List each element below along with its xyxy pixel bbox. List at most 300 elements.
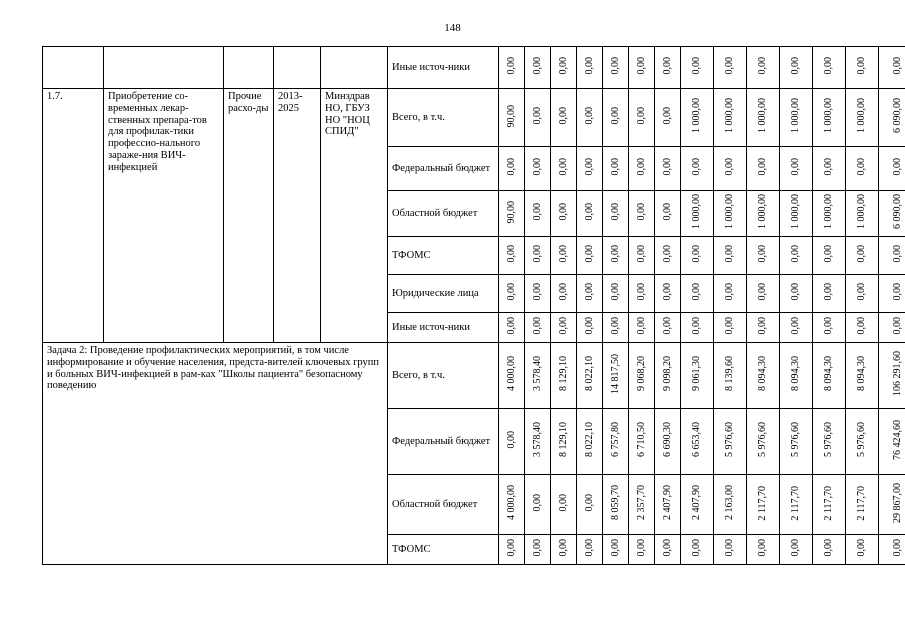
value-text: 0,00	[892, 158, 903, 176]
value-cell	[714, 89, 747, 147]
value-text: 8 129,10	[557, 422, 569, 458]
value-text: 0,00	[531, 245, 543, 263]
value-text: 2 117,70	[823, 485, 834, 521]
value-cell	[780, 343, 813, 409]
value-cell	[603, 409, 629, 475]
value-text: 9 061,30	[691, 356, 702, 392]
value-cell	[629, 191, 655, 237]
value-text: 1 000,00	[790, 98, 801, 134]
value-text: 0,00	[757, 57, 768, 75]
value-text: 0,00	[583, 203, 595, 221]
value-text: 90,00	[505, 200, 517, 224]
value-text: 0,00	[583, 317, 595, 335]
empty-cell	[274, 47, 321, 89]
item-name: Приобретение со-временных лекар-ственных препара-тов для профилак-тики профессио-нального зараже-ния ВИЧ-инфекцией	[104, 89, 224, 343]
value-cell	[681, 343, 714, 409]
value-text: 0,00	[823, 158, 834, 176]
value-cell	[747, 275, 780, 313]
value-cell	[525, 535, 551, 565]
value-text: 0,00	[531, 494, 543, 512]
value-text: 0,00	[892, 245, 903, 263]
source-label-federal: Федеральный бюджет	[388, 409, 499, 475]
value-text: 0,00	[505, 317, 517, 335]
value-cell	[747, 47, 780, 89]
value-text: 1 000,00	[823, 194, 834, 230]
value-text: 8 022,10	[583, 356, 595, 392]
source-label-total: Всего, в т.ч.	[388, 343, 499, 409]
value-cell	[551, 535, 577, 565]
value-text: 0,00	[892, 57, 903, 75]
value-text: 0,00	[691, 245, 702, 263]
value-text: 14 817,50	[609, 353, 621, 394]
value-cell	[655, 313, 681, 343]
value-text: 0,00	[557, 539, 569, 557]
value-text: 8 094,30	[823, 356, 834, 392]
value-cell	[603, 475, 629, 535]
value-text: 0,00	[505, 158, 517, 176]
value-text: 0,00	[790, 245, 801, 263]
value-text: 0,00	[724, 158, 735, 176]
executor: Минздрав НО, ГБУЗ НО "НОЦ СПИД"	[321, 89, 388, 343]
value-cell	[577, 535, 603, 565]
value-cell	[879, 475, 905, 535]
value-text: 0,00	[531, 57, 543, 75]
value-text: 0,00	[635, 283, 647, 301]
value-cell	[780, 147, 813, 191]
value-text: 0,00	[531, 539, 543, 557]
value-text: 0,00	[635, 57, 647, 75]
value-cell	[603, 343, 629, 409]
value-text: 9 098,20	[661, 356, 673, 392]
value-cell	[499, 147, 525, 191]
value-cell	[846, 475, 879, 535]
value-text: 0,00	[724, 317, 735, 335]
source-label-other: Иные источ-ники	[388, 47, 499, 89]
value-cell	[879, 275, 905, 313]
value-cell	[525, 343, 551, 409]
value-cell	[525, 475, 551, 535]
page-number: 148	[444, 22, 461, 34]
value-text: 0,00	[856, 317, 867, 335]
value-text: 0,00	[823, 283, 834, 301]
value-text: 8 094,30	[790, 356, 801, 392]
value-text: 0,00	[557, 283, 569, 301]
value-text: 0,00	[691, 283, 702, 301]
value-text: 0,00	[635, 107, 647, 125]
value-cell	[780, 237, 813, 275]
value-text: 0,00	[661, 283, 673, 301]
value-cell	[846, 535, 879, 565]
value-text: 0,00	[557, 203, 569, 221]
value-cell	[681, 89, 714, 147]
value-cell	[525, 237, 551, 275]
value-cell	[603, 313, 629, 343]
value-text: 8 129,10	[557, 356, 569, 392]
source-label-tfoms: ТФОМС	[388, 535, 499, 565]
value-cell	[879, 147, 905, 191]
value-cell	[499, 313, 525, 343]
value-text: 0,00	[856, 283, 867, 301]
value-text: 0,00	[531, 158, 543, 176]
value-cell	[747, 147, 780, 191]
value-cell	[846, 237, 879, 275]
value-text: 0,00	[505, 245, 517, 263]
value-cell	[714, 191, 747, 237]
value-cell	[846, 47, 879, 89]
value-text: 0,00	[635, 158, 647, 176]
value-cell	[747, 343, 780, 409]
value-cell	[714, 237, 747, 275]
value-cell	[499, 89, 525, 147]
value-text: 0,00	[757, 158, 768, 176]
value-cell	[780, 535, 813, 565]
value-cell	[551, 191, 577, 237]
value-cell	[603, 147, 629, 191]
value-cell	[551, 89, 577, 147]
value-text: 2 117,70	[757, 485, 768, 521]
value-cell	[714, 475, 747, 535]
value-cell	[603, 275, 629, 313]
empty-cell	[321, 47, 388, 89]
value-cell	[780, 409, 813, 475]
value-cell	[551, 237, 577, 275]
value-cell	[813, 275, 846, 313]
value-text: 0,00	[757, 539, 768, 557]
value-cell	[499, 47, 525, 89]
value-text: 0,00	[609, 203, 621, 221]
value-text: 1 000,00	[757, 194, 768, 230]
value-cell	[551, 343, 577, 409]
value-text: 0,00	[557, 245, 569, 263]
value-cell	[655, 475, 681, 535]
value-cell	[681, 475, 714, 535]
value-cell	[747, 409, 780, 475]
value-text: 2 357,70	[635, 485, 647, 521]
value-cell	[813, 475, 846, 535]
value-text: 0,00	[661, 203, 673, 221]
source-label-other: Иные источ-ники	[388, 313, 499, 343]
value-text: 5 976,60	[790, 422, 801, 458]
period: 2013-2025	[274, 89, 321, 343]
value-text: 2 117,70	[790, 485, 801, 521]
value-cell	[629, 47, 655, 89]
value-text: 0,00	[691, 539, 702, 557]
value-cell	[629, 343, 655, 409]
value-cell	[714, 409, 747, 475]
value-cell	[681, 147, 714, 191]
value-cell	[714, 147, 747, 191]
value-cell	[499, 409, 525, 475]
value-text: 2 117,70	[856, 485, 867, 521]
task-title: Задача 2: Проведение профилактических мероприятий, в том числе информирование и обучение населения, предста-вителей ключевых групп и больных ВИЧ-инфекцией в рам-ках "Школы пациента" безопасному поведению	[43, 343, 388, 565]
value-text: 0,00	[531, 317, 543, 335]
value-cell	[577, 475, 603, 535]
value-text: 0,00	[691, 158, 702, 176]
value-cell	[499, 191, 525, 237]
empty-cell	[224, 47, 274, 89]
value-text: 1 000,00	[856, 194, 867, 230]
value-text: 1 000,00	[691, 194, 702, 230]
value-cell	[879, 343, 905, 409]
value-text: 0,00	[790, 283, 801, 301]
value-cell	[780, 89, 813, 147]
value-cell	[846, 191, 879, 237]
value-text: 1 000,00	[724, 98, 735, 134]
value-cell	[813, 147, 846, 191]
value-text: 5 976,60	[856, 422, 867, 458]
value-text: 0,00	[724, 245, 735, 263]
value-cell	[681, 47, 714, 89]
value-cell	[655, 343, 681, 409]
value-text: 0,00	[583, 107, 595, 125]
value-text: 0,00	[583, 57, 595, 75]
value-cell	[629, 535, 655, 565]
value-text: 0,00	[724, 283, 735, 301]
value-text: 0,00	[661, 539, 673, 557]
value-text: 1 000,00	[757, 98, 768, 134]
value-text: 1 000,00	[856, 98, 867, 134]
value-text: 0,00	[790, 317, 801, 335]
value-cell	[747, 89, 780, 147]
value-cell	[813, 237, 846, 275]
value-text: 0,00	[823, 317, 834, 335]
value-cell	[577, 409, 603, 475]
value-cell	[655, 191, 681, 237]
value-text: 8 094,30	[757, 356, 768, 392]
value-cell	[551, 475, 577, 535]
value-cell	[655, 47, 681, 89]
value-text: 0,00	[583, 245, 595, 263]
value-cell	[499, 343, 525, 409]
value-text: 0,00	[531, 107, 543, 125]
value-cell	[747, 313, 780, 343]
value-text: 29 867,00	[892, 482, 903, 523]
value-cell	[525, 313, 551, 343]
value-cell	[714, 313, 747, 343]
value-cell	[780, 47, 813, 89]
value-cell	[603, 237, 629, 275]
value-cell	[879, 89, 905, 147]
value-cell	[879, 47, 905, 89]
value-text: 8 139,60	[724, 356, 735, 392]
value-text: 2 407,90	[691, 485, 702, 521]
value-cell	[577, 313, 603, 343]
value-cell	[655, 147, 681, 191]
empty-cell	[104, 47, 224, 89]
value-cell	[499, 535, 525, 565]
value-text: 0,00	[856, 245, 867, 263]
value-text: 0,00	[661, 107, 673, 125]
value-cell	[551, 147, 577, 191]
value-text: 0,00	[609, 283, 621, 301]
expense-type: Прочие расхо-ды	[224, 89, 274, 343]
value-text: 0,00	[661, 158, 673, 176]
value-text: 1 000,00	[823, 98, 834, 134]
value-cell	[780, 275, 813, 313]
value-text: 0,00	[691, 57, 702, 75]
value-text: 3 578,40	[531, 422, 543, 458]
value-text: 0,00	[635, 317, 647, 335]
value-cell	[499, 237, 525, 275]
value-cell	[629, 89, 655, 147]
value-cell	[879, 313, 905, 343]
value-text: 0,00	[724, 539, 735, 557]
value-text: 0,00	[583, 494, 595, 512]
value-cell	[629, 237, 655, 275]
value-cell	[577, 47, 603, 89]
value-cell	[714, 275, 747, 313]
value-text: 0,00	[724, 57, 735, 75]
value-text: 76 424,60	[892, 419, 903, 460]
value-cell	[846, 343, 879, 409]
value-cell	[525, 47, 551, 89]
value-text: 0,00	[609, 317, 621, 335]
value-cell	[747, 191, 780, 237]
value-text: 0,00	[661, 245, 673, 263]
table-row	[43, 47, 905, 89]
value-text: 0,00	[583, 283, 595, 301]
value-text: 0,00	[790, 158, 801, 176]
value-text: 0,00	[583, 158, 595, 176]
value-text: 0,00	[661, 317, 673, 335]
value-text: 6 653,40	[691, 422, 702, 458]
source-label-total: Всего, в т.ч.	[388, 89, 499, 147]
value-text: 1 000,00	[691, 98, 702, 134]
value-cell	[846, 147, 879, 191]
value-text: 90,00	[505, 104, 517, 128]
value-text: 5 976,60	[724, 422, 735, 458]
value-cell	[780, 313, 813, 343]
value-cell	[681, 191, 714, 237]
value-text: 0,00	[856, 57, 867, 75]
value-cell	[499, 475, 525, 535]
value-text: 0,00	[609, 245, 621, 263]
value-cell	[813, 89, 846, 147]
value-text: 3 578,40	[531, 356, 543, 392]
source-label-federal: Федеральный бюджет	[388, 147, 499, 191]
value-cell	[846, 275, 879, 313]
value-cell	[629, 409, 655, 475]
value-text: 8 059,70	[609, 485, 621, 521]
value-cell	[525, 89, 551, 147]
value-cell	[780, 191, 813, 237]
value-cell	[879, 535, 905, 565]
value-text: 0,00	[505, 431, 517, 449]
value-text: 0,00	[557, 158, 569, 176]
value-cell	[577, 237, 603, 275]
value-cell	[655, 275, 681, 313]
value-text: 0,00	[609, 57, 621, 75]
source-label-regional: Областной бюджет	[388, 191, 499, 237]
value-text: 6 690,30	[661, 422, 673, 458]
source-label-legal: Юридические лица	[388, 275, 499, 313]
value-cell	[525, 147, 551, 191]
value-text: 0,00	[823, 245, 834, 263]
value-cell	[813, 191, 846, 237]
value-text: 0,00	[557, 317, 569, 335]
value-text: 0,00	[823, 539, 834, 557]
value-cell	[780, 475, 813, 535]
value-cell	[655, 237, 681, 275]
value-cell	[577, 147, 603, 191]
value-cell	[681, 535, 714, 565]
value-cell	[747, 535, 780, 565]
value-cell	[813, 409, 846, 475]
value-cell	[879, 191, 905, 237]
value-text: 1 000,00	[724, 194, 735, 230]
value-text: 6 090,00	[892, 194, 903, 230]
value-text: 0,00	[505, 283, 517, 301]
value-cell	[681, 275, 714, 313]
value-cell	[655, 89, 681, 147]
value-text: 9 068,20	[635, 356, 647, 392]
value-cell	[629, 147, 655, 191]
value-text: 6 090,00	[892, 98, 903, 134]
value-cell	[577, 89, 603, 147]
value-cell	[714, 47, 747, 89]
value-text: 8 094,30	[856, 356, 867, 392]
source-label-tfoms: ТФОМС	[388, 237, 499, 275]
value-text: 0,00	[856, 158, 867, 176]
value-text: 4 000,00	[505, 485, 517, 521]
value-cell	[846, 313, 879, 343]
value-cell	[714, 343, 747, 409]
value-text: 8 022,10	[583, 422, 595, 458]
value-text: 0,00	[609, 107, 621, 125]
value-cell	[629, 313, 655, 343]
empty-cell	[43, 47, 104, 89]
value-cell	[747, 237, 780, 275]
value-cell	[655, 535, 681, 565]
value-cell	[681, 237, 714, 275]
value-text: 0,00	[892, 317, 903, 335]
value-text: 0,00	[757, 317, 768, 335]
value-text: 2 407,90	[661, 485, 673, 521]
value-cell	[603, 535, 629, 565]
value-text: 0,00	[557, 107, 569, 125]
value-cell	[714, 535, 747, 565]
value-cell	[525, 409, 551, 475]
value-text: 0,00	[790, 57, 801, 75]
value-cell	[499, 275, 525, 313]
value-text: 0,00	[557, 494, 569, 512]
value-text: 1 000,00	[790, 194, 801, 230]
value-cell	[629, 275, 655, 313]
value-cell	[551, 313, 577, 343]
source-label-regional: Областной бюджет	[388, 475, 499, 535]
value-cell	[879, 409, 905, 475]
value-text: 6 710,50	[635, 422, 647, 458]
value-text: 0,00	[661, 57, 673, 75]
value-text: 0,00	[505, 539, 517, 557]
value-cell	[813, 47, 846, 89]
value-text: 0,00	[583, 539, 595, 557]
value-text: 106 291,60	[892, 351, 903, 397]
value-text: 0,00	[790, 539, 801, 557]
value-cell	[525, 191, 551, 237]
value-cell	[813, 343, 846, 409]
value-text: 0,00	[609, 539, 621, 557]
value-text: 0,00	[635, 245, 647, 263]
value-cell	[655, 409, 681, 475]
value-cell	[577, 191, 603, 237]
value-text: 0,00	[757, 283, 768, 301]
value-text: 0,00	[892, 283, 903, 301]
value-text: 0,00	[609, 158, 621, 176]
value-cell	[551, 47, 577, 89]
value-cell	[846, 89, 879, 147]
value-cell	[813, 535, 846, 565]
